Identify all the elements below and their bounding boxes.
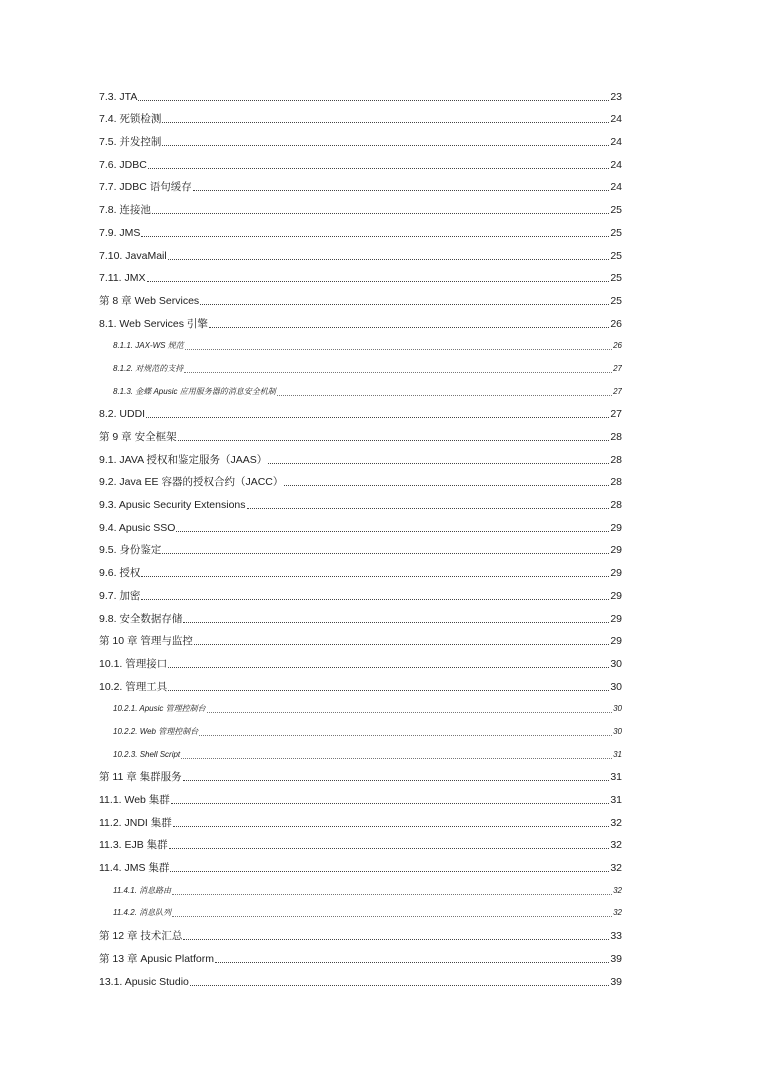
dot-leader xyxy=(138,100,609,101)
toc-entry-title: 7.4. 死锁检测 xyxy=(99,113,162,126)
toc-entry-title: 第 11 章 集群服务 xyxy=(99,771,182,784)
dot-leader xyxy=(172,894,612,895)
toc-page-number: 29 xyxy=(610,567,622,580)
toc-entry-title: 7.9. JMS xyxy=(99,226,141,239)
toc-page-number: 27 xyxy=(613,386,622,396)
dot-leader xyxy=(215,962,609,963)
toc-entry-title: 11.1. Web 集群 xyxy=(99,794,170,806)
dot-leader xyxy=(190,985,609,986)
toc-page-number: 30 xyxy=(610,657,622,670)
toc-entry-title: 9.7. 加密 xyxy=(99,589,141,602)
toc-entry-title: 第 12 章 技术汇总 xyxy=(99,930,183,943)
toc-entry-title: 9.3. Apusic Security Extensions xyxy=(99,499,246,512)
toc-entry[interactable] xyxy=(99,650,622,673)
dot-leader xyxy=(148,168,609,169)
toc-page-number: 24 xyxy=(610,136,622,149)
dot-leader xyxy=(168,667,609,668)
toc-entry-title: 第 9 章 安全框架 xyxy=(99,431,177,443)
toc-entry[interactable] xyxy=(99,922,622,945)
toc-page-number: 39 xyxy=(610,952,622,965)
toc-subentry[interactable] xyxy=(99,900,622,923)
toc-page-number: 31 xyxy=(610,794,622,806)
toc-entry[interactable] xyxy=(99,265,622,288)
toc-entry-title: 7.5. 并发控制 xyxy=(99,136,162,149)
toc-page-number: 29 xyxy=(610,589,622,602)
dot-leader xyxy=(147,281,610,282)
dot-leader xyxy=(141,576,609,577)
toc-entry[interactable] xyxy=(99,106,622,129)
toc-page-number: 26 xyxy=(610,317,622,330)
toc-page-number: 24 xyxy=(610,181,622,194)
dot-leader xyxy=(178,440,610,441)
toc-entry[interactable] xyxy=(99,764,622,787)
dot-leader xyxy=(141,236,609,237)
dot-leader xyxy=(176,531,609,532)
toc-entry[interactable] xyxy=(99,401,622,424)
dot-leader xyxy=(168,259,610,260)
toc-entry-title: 9.8. 安全数据存储 xyxy=(99,612,183,625)
toc-entry[interactable] xyxy=(99,446,622,469)
toc-entry[interactable] xyxy=(99,174,622,197)
toc-entry[interactable] xyxy=(99,968,622,991)
toc-page-number: 29 xyxy=(610,544,622,557)
dot-leader xyxy=(199,735,612,736)
toc-entry[interactable] xyxy=(99,128,622,151)
toc-entry-title: 7.11. JMX xyxy=(99,272,146,285)
dot-leader xyxy=(181,758,612,759)
dot-leader xyxy=(169,848,610,849)
toc-page-number: 25 xyxy=(610,272,622,285)
toc-page-number: 29 xyxy=(610,635,622,648)
toc-page-number: 30 xyxy=(610,680,622,693)
toc-entry-title: 8.1.3. 金蝶 Apusic 应用服务器的消息安全机制 xyxy=(113,386,276,396)
toc-subentry[interactable] xyxy=(99,877,622,900)
toc-entry[interactable] xyxy=(99,628,622,651)
toc-subentry[interactable] xyxy=(99,355,622,378)
toc-page-number: 32 xyxy=(613,885,622,895)
toc-entry[interactable] xyxy=(99,945,622,968)
toc-entry-title: 7.7. JDBC 语句缓存 xyxy=(99,181,192,194)
toc-entry[interactable] xyxy=(99,673,622,696)
toc-entry[interactable] xyxy=(99,219,622,242)
toc-page-number: 30 xyxy=(613,704,622,714)
toc-page-number: 24 xyxy=(610,113,622,126)
toc-page-number: 24 xyxy=(610,158,622,171)
toc-entry-title: 10.2.2. Web 管理控制台 xyxy=(113,726,199,736)
toc-page-number: 32 xyxy=(610,839,622,852)
toc-subentry[interactable] xyxy=(99,741,622,764)
toc-entry-title: 第 10 章 管理与监控 xyxy=(99,635,193,648)
toc-entry[interactable] xyxy=(99,832,622,855)
toc-page-number: 32 xyxy=(610,816,622,829)
toc-entry-title: 9.6. 授权 xyxy=(99,567,141,580)
toc-entry-title: 9.4. Apusic SSO xyxy=(99,521,176,534)
toc-page-number: 23 xyxy=(610,90,622,103)
toc-entry-title: 11.4.2. 消息队列 xyxy=(113,908,172,918)
toc-page-number: 25 xyxy=(610,249,622,262)
toc-entry[interactable] xyxy=(99,469,622,492)
toc-entry[interactable] xyxy=(99,83,622,106)
toc-page-number: 28 xyxy=(610,453,622,466)
toc-entry-title: 8.1.1. JAX-WS 规范 xyxy=(113,341,184,351)
dot-leader xyxy=(141,599,609,600)
toc-entry-title: 13.1. Apusic Studio xyxy=(99,975,189,988)
toc-entry[interactable] xyxy=(99,514,622,537)
toc-entry[interactable] xyxy=(99,537,622,560)
toc-entry-title: 10.2. 管理工具 xyxy=(99,680,168,693)
dot-leader xyxy=(162,145,609,146)
toc-page-number: 33 xyxy=(610,930,622,943)
toc-entry-title: 7.10. JavaMail xyxy=(99,249,167,262)
toc-page-number: 28 xyxy=(610,431,622,443)
toc-entry[interactable] xyxy=(99,287,622,310)
dot-leader xyxy=(183,939,609,940)
toc-entry-title: 7.6. JDBC xyxy=(99,158,147,171)
dot-leader xyxy=(168,690,609,691)
toc-page-number: 27 xyxy=(610,408,622,421)
toc-entry-title: 11.4. JMS 集群 xyxy=(99,862,170,875)
toc-subentry[interactable] xyxy=(99,696,622,719)
dot-leader xyxy=(173,826,610,827)
toc-subentry[interactable] xyxy=(99,333,622,356)
toc-entry-title: 8.2. UDDI xyxy=(99,408,146,421)
dot-leader xyxy=(185,349,612,350)
toc-page-number: 26 xyxy=(613,341,622,351)
dot-leader xyxy=(162,553,609,554)
toc-entry[interactable] xyxy=(99,854,622,877)
toc-page-number: 25 xyxy=(610,226,622,239)
toc-entry-title: 第 13 章 Apusic Platform xyxy=(99,952,214,965)
toc-subentry[interactable] xyxy=(99,378,622,401)
toc-entry[interactable] xyxy=(99,559,622,582)
dot-leader xyxy=(184,372,612,373)
toc-entry[interactable] xyxy=(99,809,622,832)
toc-entry-title: 9.5. 身份鉴定 xyxy=(99,544,162,557)
toc-page-number: 28 xyxy=(610,476,622,489)
toc-entry[interactable] xyxy=(99,582,622,605)
toc-entry[interactable] xyxy=(99,491,622,514)
toc-page-number: 31 xyxy=(613,749,622,759)
toc-entry-title: 10.2.3. Shell Script xyxy=(113,749,181,759)
table-of-contents xyxy=(99,83,622,991)
dot-leader xyxy=(194,644,609,645)
dot-leader xyxy=(146,417,609,418)
toc-entry[interactable] xyxy=(99,423,622,446)
toc-page-number: 31 xyxy=(610,771,622,784)
toc-entry[interactable] xyxy=(99,151,622,174)
toc-entry[interactable] xyxy=(99,196,622,219)
toc-entry-title: 7.3. JTA xyxy=(99,90,138,103)
dot-leader xyxy=(247,508,610,509)
dot-leader xyxy=(193,190,610,191)
dot-leader xyxy=(277,395,612,396)
toc-page-number: 29 xyxy=(610,521,622,534)
toc-entry-title: 第 8 章 Web Services xyxy=(99,294,200,307)
dot-leader xyxy=(183,780,610,781)
toc-entry-title: 10.1. 管理接口 xyxy=(99,657,168,670)
toc-entry-title: 8.1. Web Services 引擎 xyxy=(99,317,208,330)
dot-leader xyxy=(171,803,610,804)
dot-leader xyxy=(209,327,609,328)
toc-entry-title: 11.3. EJB 集群 xyxy=(99,839,168,852)
toc-entry-title: 9.1. JAVA 授权和鉴定服务（JAAS） xyxy=(99,453,268,466)
toc-page-number: 27 xyxy=(613,363,622,373)
toc-page-number: 29 xyxy=(610,612,622,625)
toc-page-number: 30 xyxy=(613,726,622,736)
dot-leader xyxy=(284,485,609,486)
dot-leader xyxy=(152,213,609,214)
toc-page-number: 25 xyxy=(610,294,622,307)
toc-page-number: 32 xyxy=(613,908,622,918)
dot-leader xyxy=(172,916,612,917)
toc-entry[interactable] xyxy=(99,310,622,333)
toc-entry[interactable] xyxy=(99,242,622,265)
toc-entry-title: 8.1.2. 对规范的支持 xyxy=(113,363,184,373)
toc-subentry[interactable] xyxy=(99,718,622,741)
dot-leader xyxy=(200,304,609,305)
dot-leader xyxy=(162,122,609,123)
toc-entry[interactable] xyxy=(99,605,622,628)
toc-entry-title: 9.2. Java EE 容器的授权合约（JACC） xyxy=(99,476,284,489)
dot-leader xyxy=(170,871,609,872)
toc-entry[interactable] xyxy=(99,786,622,809)
toc-page-number: 28 xyxy=(610,499,622,512)
toc-entry-title: 11.2. JNDI 集群 xyxy=(99,816,172,829)
toc-page-number: 25 xyxy=(610,204,622,217)
toc-page-number: 32 xyxy=(610,862,622,875)
toc-page-number: 39 xyxy=(610,975,622,988)
toc-entry-title: 10.2.1. Apusic 管理控制台 xyxy=(113,704,206,714)
toc-entry-title: 11.4.1. 消息路由 xyxy=(113,885,172,895)
dot-leader xyxy=(268,463,609,464)
dot-leader xyxy=(207,712,612,713)
toc-entry-title: 7.8. 连接池 xyxy=(99,204,151,217)
dot-leader xyxy=(183,622,609,623)
